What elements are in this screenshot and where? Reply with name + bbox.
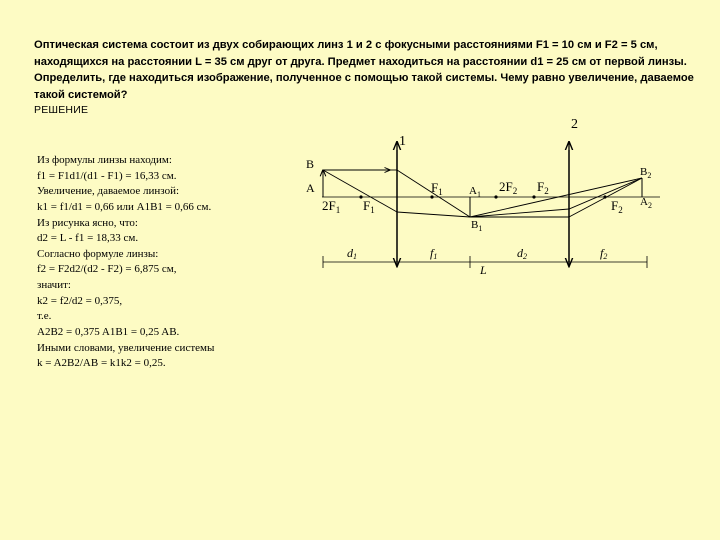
dim-d1-label: d1 [347, 246, 357, 261]
label-2F1: $2F_1$ [322, 198, 341, 215]
lens-1-label: 1 [399, 134, 406, 149]
dim-L-label: L [480, 263, 487, 277]
label-2F2: $2F_2$ [499, 179, 518, 196]
derivation-line: f1 = F1d1/(d1 - F1) = 16,33 см. [37, 169, 177, 182]
derivation-line: k = A2B2/AB = k1k2 = 0,25. [37, 357, 166, 370]
lens-2-label: 2 [571, 117, 578, 132]
problem-line: Оптическая система состоит из двух собирающих линз 1 и 2 с фокусными расстояниями F1 = 10 см и F2 = 5 см, [34, 39, 658, 51]
point-A2-label: $A_2$ [640, 196, 652, 210]
problem-line: Определить, где находиться изображение, полученное с помощью такой системы. Чему равно увеличение, даваемое [34, 72, 694, 84]
derivation-line: d2 = L - f1 = 18,33 см. [37, 232, 139, 245]
point-A-label: A [306, 181, 315, 195]
problem-line: такой системой? [34, 88, 128, 101]
label-F2-bottom: $F_2$ [611, 198, 623, 215]
label-F2-top: $F_2$ [537, 179, 549, 196]
derivation-line: значит: [37, 279, 71, 292]
derivation-line: Иными словами, увеличение системы [37, 341, 215, 354]
derivation-line: Из рисунка ясно, что: [37, 216, 138, 229]
derivation-line: т.е. [37, 310, 52, 323]
derivation-line: Из формулы линзы находим: [37, 154, 172, 166]
derivation-line: Увеличение, даваемое линзой: [37, 185, 180, 198]
problem-line: находящихся на расстоянии L = 35 см друг от друга. Предмет находиться на расстоянии d1 = 25 см от первой линзы. [34, 55, 687, 68]
label-F1-left: $F_1$ [363, 198, 375, 215]
point-A1-label: $A_1$ [469, 185, 481, 199]
derivation-line: k1 = f1/d1 = 0,66 или A1B1 = 0,66 см. [37, 200, 212, 213]
label-F1-right: $F_1$ [431, 180, 443, 197]
derivation-line: f2 = F2d2/(d2 - F2) = 6,875 см, [37, 263, 177, 276]
derivation-line: A2B2 = 0,375 A1B1 = 0,25 AB. [37, 326, 180, 339]
derivation-line: Согласно формуле линзы: [37, 247, 159, 260]
dim-f2-label: f2 [600, 246, 608, 261]
point-B2-label: $B_2$ [640, 166, 652, 180]
point-B-label: B [306, 157, 315, 171]
dim-f1-label: f1 [430, 246, 438, 261]
point-B1-label: $B_1$ [471, 219, 483, 233]
derivation-line: k2 = f2/d2 = 0,375, [37, 294, 123, 307]
dim-d2-label: d2 [517, 246, 527, 261]
solution-heading: РЕШЕНИЕ [34, 104, 89, 116]
